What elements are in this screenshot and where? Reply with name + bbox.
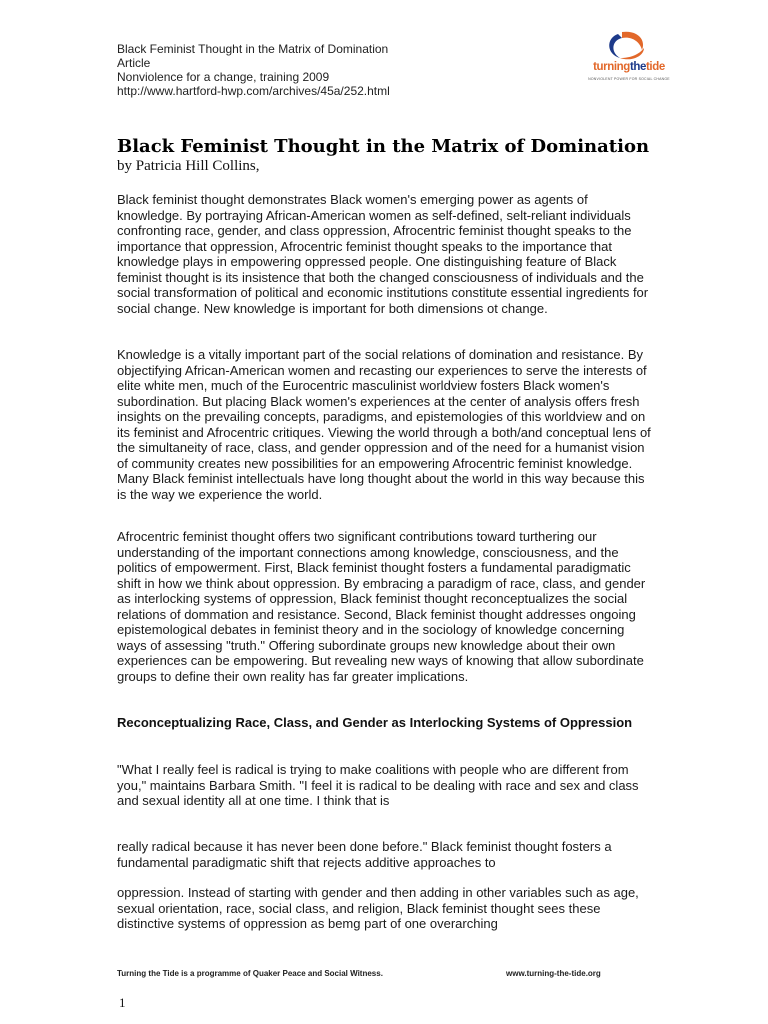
logo-word-the: the xyxy=(629,61,646,73)
paragraph-1: Black feminist thought demonstrates Black women's emerging power as agents of knowledge. By portraying African-American women as self-defined, selt-reliant individuals confronting race, gender, and class oppression, Afrocentric feminist thought speaks to the importance that oppression, Afrocentric feminist thought speaks to the importance that knowledge plays in empowering oppressed people. One distinguishing feature of Black feminist thought is its insistence that both the changed consciousness of individuals and the social transformation of political and economic institutions constitute essential ingredients for social change. New knowledge is important for both dimensions ot change. xyxy=(117,192,649,316)
section-paragraph-1: "What I really feel is radical is trying to make coalitions with people who are different from you," maintains Barbara Smith. "I feel it is radical to be dealing with race and sex and class and sexual identity all at one time. I think that is xyxy=(117,762,639,808)
meta-line-title: Black Feminist Thought in the Matrix of Domination xyxy=(117,42,389,56)
logo-wordmark xyxy=(584,61,674,73)
logo-tagline: NONVIOLENT POWER FOR SOCIAL CHANGE xyxy=(588,77,670,81)
logo-word-turning: turning xyxy=(593,61,630,73)
paragraph-2: Knowledge is a vitally important part of the social relations of domination and resistance. By objectifying African-American women and recasting our experiences to serve the interests of elite white men, much of the Eurocentric masculinist worldview fosters Black women's subordination. But placing Black women's experiences at the center of analysis offers fresh insights on the prevailing concepts, paradigms, and epistemologies of this worldview and on its feminist and Afrocentric critiques. Viewing the world through a both/and conceptual lens of the simultaneity of race, class, and gender oppression and of the need for a humanist vision of community creates new possibilities for an empowering Afrocentric feminist knowledge. Many Black feminist intellectuals have long thought about the world in this way because this is the way we experience the world. xyxy=(117,347,651,502)
meta-line-type: Article xyxy=(117,56,151,70)
meta-line-url[interactable]: http://www.hartford-hwp.com/archives/45a/252.html xyxy=(117,84,390,98)
footer-website-link[interactable]: www.turning-the-tide.org xyxy=(506,969,601,978)
article-byline: by Patricia Hill Collins, xyxy=(117,158,260,174)
section-paragraph-3: oppression. Instead of starting with gender and then adding in other variables such as age, sexual orientation, race, social class, and religion, Black feminist thought sees these distinctive systems of oppression as bemg part of one overarching xyxy=(117,885,639,931)
wave-icon xyxy=(598,28,658,62)
document-meta xyxy=(117,42,390,98)
footer-organization: Turning the Tide is a programme of Quaker Peace and Social Witness. xyxy=(117,969,383,978)
section-paragraph-2: really radical because it has never been done before." Black feminist thought fosters a fundamental paradigmatic shift that rejects additive approaches to xyxy=(117,839,612,870)
logo-word-tide: tide xyxy=(646,61,665,73)
meta-line-source: Nonviolence for a change, training 2009 xyxy=(117,70,330,84)
section-heading: Reconceptualizing Race, Class, and Gender as Interlocking Systems of Oppression xyxy=(117,715,633,730)
article-title: Black Feminist Thought in the Matrix of Domination xyxy=(117,136,650,157)
paragraph-3: Afrocentric feminist thought offers two significant contributions toward turthering our understanding of the important connections among knowledge, consciousness, and the politics of empowerment. First, Black feminist thought fosters a fundamental paradigmatic shift in how we think about oppression. By embracing a paradigm of race, class, and gender as interlocking systems of oppression, Black feminist thought reconceptualizes the social relations of dommation and resistance. Second, Black feminist thought addresses ongoing epistemological debates in feminist theory and in the sociology of knowledge concerning ways of assessing "truth." Offering subordinate groups new knowledge about their own experiences can be empowering. But revealing new ways of knowing that allow subordinate groups to define their own reality has far greater implications. xyxy=(117,529,646,684)
turning-the-tide-logo xyxy=(584,28,674,88)
page-number: 1 xyxy=(119,995,126,1010)
